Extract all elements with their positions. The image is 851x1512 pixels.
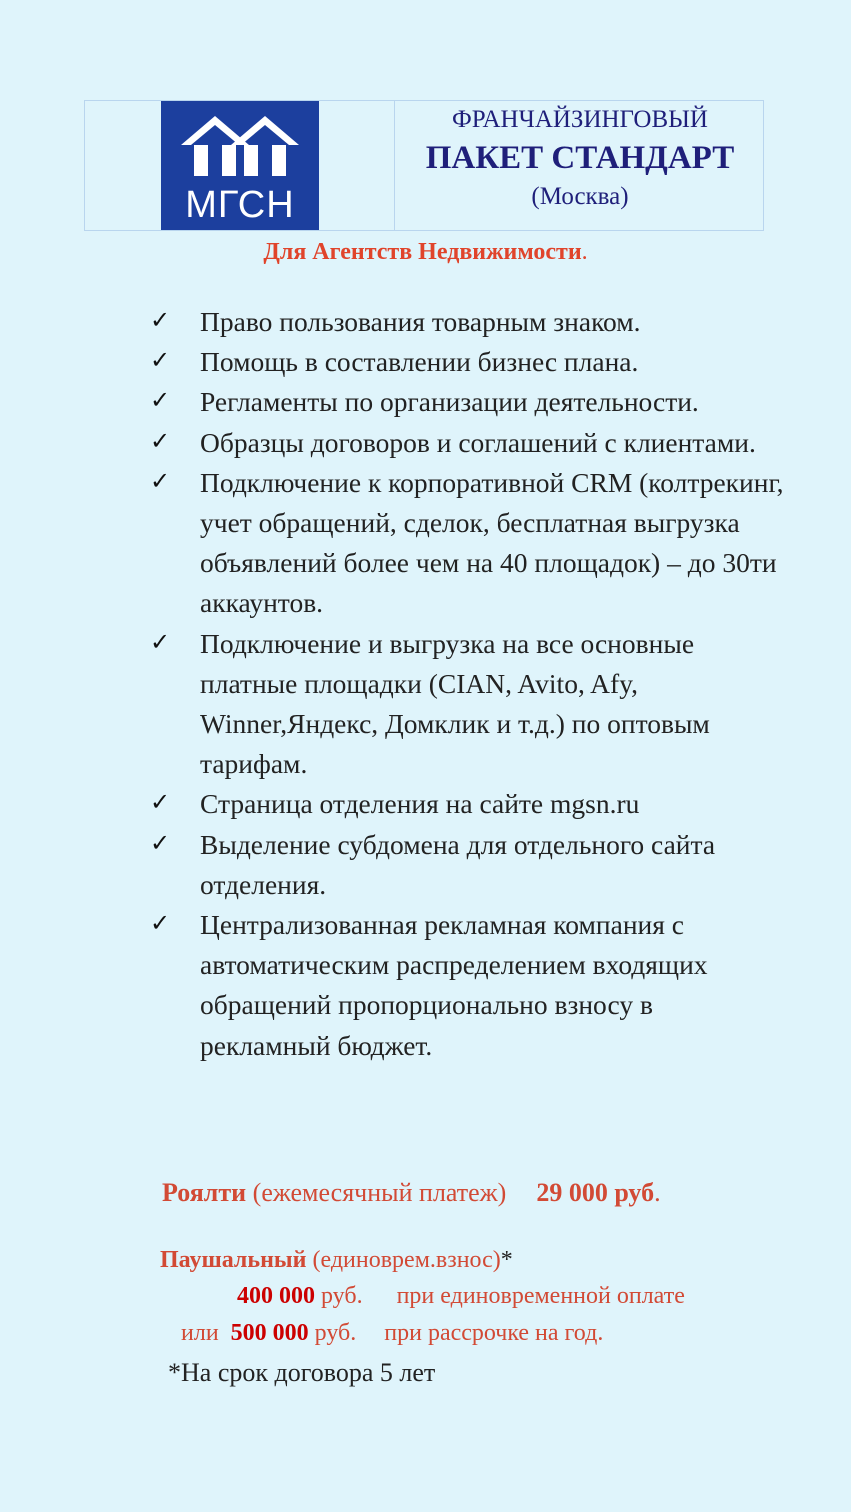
checkmark-icon: ✓ — [150, 788, 171, 817]
lump-sum-label: Паушальный — [160, 1247, 307, 1273]
feature-text: Помощь в составлении бизнес плана. — [200, 346, 639, 378]
feature-text: Подключение и выгрузка на все основные платные площадки (CIAN, Avito, Afy, Winner,Яндекс, Домклик и т.д.) по оптовым тарифам. — [200, 627, 710, 780]
contract-term-note: *На срок договора 5 лет — [168, 1358, 436, 1387]
subtitle — [0, 236, 851, 268]
royalty-label: Роялти — [162, 1178, 247, 1207]
checkmark-icon: ✓ — [150, 466, 171, 495]
feature-text: Образцы договоров и соглашений с клиентами. — [200, 426, 756, 458]
feature-item — [150, 905, 790, 1066]
royalty-line — [162, 1176, 661, 1210]
checkmark-icon: ✓ — [150, 828, 171, 857]
lump-sum-option-single — [237, 1280, 685, 1312]
option-amount: 400 000 — [237, 1283, 315, 1309]
option-amount: 500 000 — [230, 1320, 309, 1346]
option-unit: руб. — [308, 1320, 357, 1346]
feature-item — [150, 825, 790, 905]
feature-item — [150, 624, 790, 785]
feature-item — [150, 342, 790, 382]
checkmark-icon: ✓ — [150, 627, 171, 656]
feature-text: Централизованная рекламная компания с автоматическим распределением входящих обращений пропорционально взносу в рекламный бюджет. — [200, 909, 708, 1061]
feature-text: Выделение субдомена для отдельного сайта отделения. — [200, 828, 716, 900]
feature-text: Регламенты по организации деятельности. — [200, 386, 699, 418]
feature-item — [150, 463, 790, 624]
feature-text: Страница отделения на сайте mgsn.ru — [200, 788, 640, 820]
royalty-end: . — [654, 1178, 661, 1207]
header-line-franchise: ФРАНЧАЙЗИНГОВЫЙ — [452, 106, 708, 133]
feature-list — [150, 302, 790, 1066]
checkmark-icon: ✓ — [150, 386, 171, 415]
feature-item — [150, 302, 790, 342]
option-desc: при единовременной оплате — [396, 1283, 685, 1309]
option-unit: руб. — [315, 1283, 363, 1309]
lump-sum-title — [160, 1244, 513, 1276]
royalty-price: 29 000 руб — [536, 1178, 655, 1207]
feature-item — [150, 423, 790, 463]
subtitle-text: Для Агентств Недвижимости — [263, 239, 582, 265]
header-package-title: ПАКЕТ СТАНДАРТ — [425, 140, 735, 176]
lump-sum-star: * — [500, 1247, 513, 1273]
royalty-desc: (ежемесячный платеж) — [246, 1178, 507, 1207]
option-prefix: или — [181, 1320, 225, 1346]
checkmark-icon: ✓ — [150, 426, 171, 455]
checkmark-icon: ✓ — [150, 909, 171, 938]
feature-text: Право пользования товарным знаком. — [200, 306, 641, 337]
header-city: (Москва) — [531, 183, 629, 210]
lump-sum-option-installment — [181, 1317, 603, 1349]
mgsn-logo — [161, 101, 319, 230]
feature-item — [150, 784, 790, 824]
subtitle-end: . — [581, 239, 588, 265]
lump-sum-desc: (единоврем.взнос) — [306, 1247, 501, 1273]
checkmark-icon: ✓ — [150, 346, 171, 375]
checkmark-icon: ✓ — [150, 306, 171, 334]
feature-item — [150, 382, 790, 422]
option-desc: при рассрочке на год. — [384, 1320, 604, 1346]
logo-text: МГСН — [185, 184, 295, 226]
feature-text: Подключение к корпоративной CRM (колтрекинг, учет обращений, сделок, бесплатная выгрузка объявлений более чем на 40 площадок) – до 30ти аккаунтов. — [200, 466, 784, 619]
